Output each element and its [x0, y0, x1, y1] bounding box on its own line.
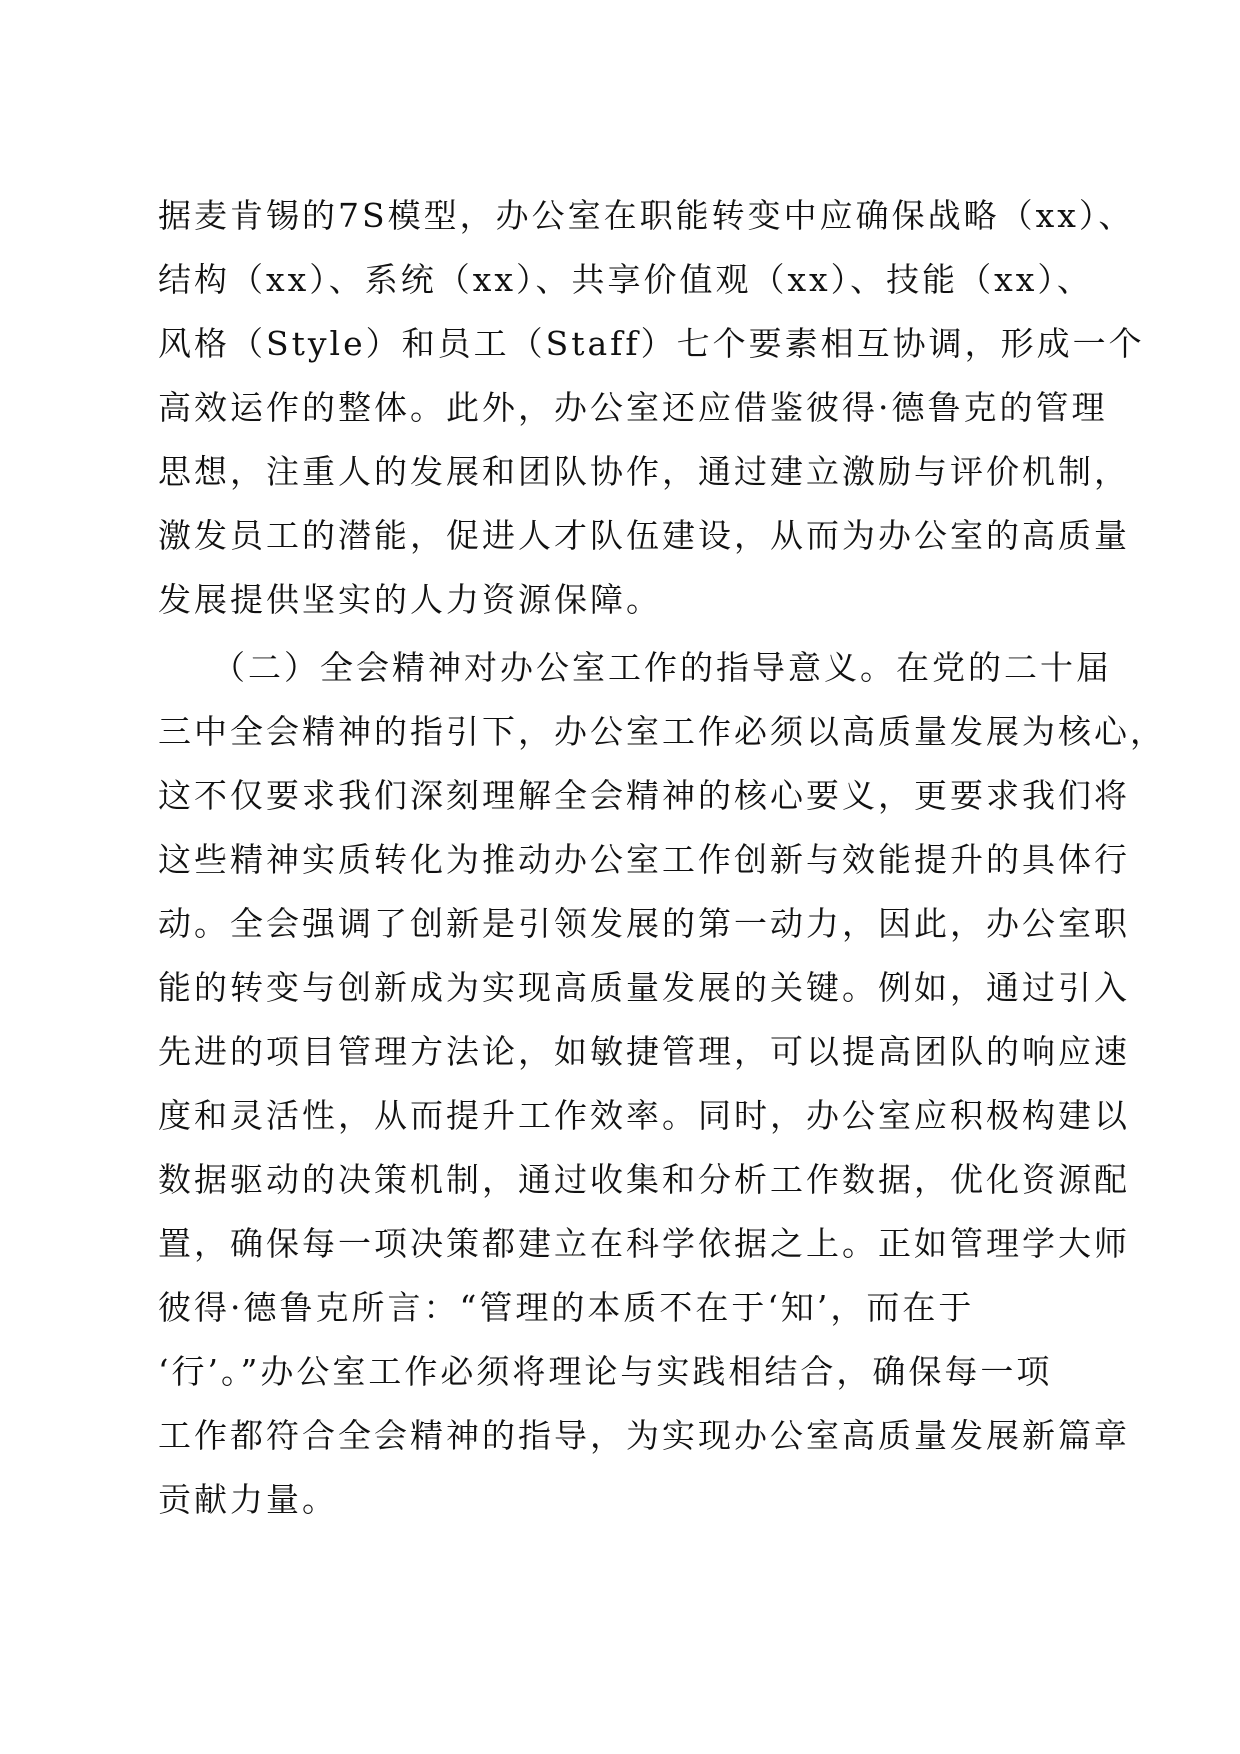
text-line: 这不仅要求我们深刻理解全会精神的核心要义，更要求我们将 — [158, 776, 1130, 815]
paragraph-2 — [158, 636, 1166, 1532]
text-line: 风格（Style）和员工（Staff）七个要素相互协调，形成一个 — [158, 324, 1145, 363]
section-heading-line: （二）全会精神对办公室工作的指导意义。在党的二十届 — [158, 648, 1112, 687]
text-line: 贡献力量。 — [158, 1480, 338, 1519]
text-line: 置，确保每一项决策都建立在科学依据之上。正如管理学大师 — [158, 1224, 1130, 1263]
text-line: 先进的项目管理方法论，如敏捷管理，可以提高团队的响应速 — [158, 1032, 1130, 1071]
text-line: 三中全会精神的指引下，办公室工作必须以高质量发展为核心， — [158, 712, 1166, 751]
text-line: 动。全会强调了创新是引领发展的第一动力，因此，办公室职 — [158, 904, 1130, 943]
text-line: 能的转变与创新成为实现高质量发展的关键。例如，通过引入 — [158, 968, 1130, 1007]
text-line: 结构（xx）、系统（xx）、共享价值观（xx）、技能（xx）、 — [158, 260, 1093, 299]
text-line: 高效运作的整体。此外，办公室还应借鉴彼得·德鲁克的管理 — [158, 388, 1108, 427]
text-line: 彼得·德鲁克所言：“管理的本质不在于‘知’，而在于 — [158, 1288, 975, 1327]
text-line: 数据驱动的决策机制，通过收集和分析工作数据，优化资源配 — [158, 1160, 1130, 1199]
text-line: 激发员工的潜能，促进人才队伍建设，从而为办公室的高质量 — [158, 516, 1130, 555]
paragraph-1 — [158, 184, 1145, 632]
text-line: ‘行’。”办公室工作必须将理论与实践相结合，确保每一项 — [158, 1352, 1053, 1391]
text-line: 据麦肯锡的7S模型，办公室在职能转变中应确保战略（xx）、 — [158, 196, 1135, 235]
text-line: 度和灵活性，从而提升工作效率。同时，办公室应积极构建以 — [158, 1096, 1130, 1135]
text-line: 工作都符合全会精神的指导，为实现办公室高质量发展新篇章 — [158, 1416, 1130, 1455]
text-line: 这些精神实质转化为推动办公室工作创新与效能提升的具体行 — [158, 840, 1130, 879]
text-line: 思想，注重人的发展和团队协作，通过建立激励与评价机制， — [158, 452, 1130, 491]
text-line: 发展提供坚实的人力资源保障。 — [158, 580, 662, 619]
